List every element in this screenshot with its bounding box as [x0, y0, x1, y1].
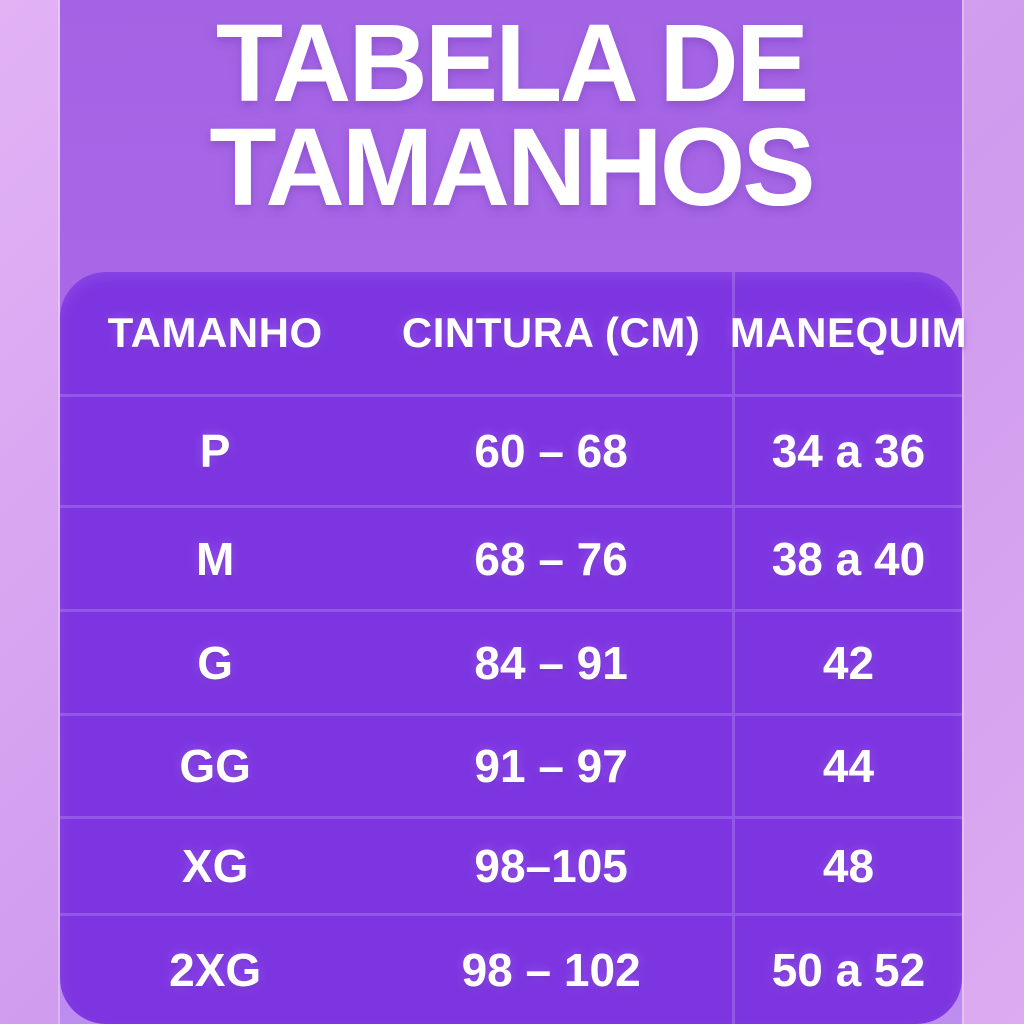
table-row	[60, 716, 962, 819]
mannequin-value: 44	[732, 716, 962, 816]
waist-value: 98 – 102	[461, 944, 641, 996]
page-title-line-1: TABELA DE	[215, 2, 807, 125]
waist-value: 84 – 91	[474, 636, 628, 689]
page-title-line-2: TAMANHOS	[209, 106, 813, 229]
column-header-waist: CINTURA (CM)	[401, 309, 701, 356]
mannequin-value: 38 a 40	[732, 508, 962, 609]
mannequin-value: 48	[732, 819, 962, 913]
size-value: 2XG	[169, 944, 262, 996]
table-row	[60, 916, 962, 1024]
table-row	[60, 819, 962, 916]
waist-value: 91 – 97	[474, 740, 628, 792]
size-value: P	[199, 425, 231, 477]
column-header-size: TAMANHO	[107, 309, 323, 356]
waist-value: 60 – 68	[474, 425, 628, 477]
table-header-row	[60, 272, 968, 397]
table-row	[60, 397, 962, 508]
mannequin-value: 34 a 36	[732, 397, 962, 505]
size-value: XG	[181, 840, 249, 892]
waist-value: 98–105	[474, 840, 628, 892]
center-purple-band	[60, 0, 968, 1024]
table-row	[60, 508, 962, 612]
waist-value: 68 – 76	[474, 532, 628, 585]
table-row	[60, 612, 962, 716]
column-header-mannequin: MANEQUIM	[732, 272, 962, 394]
size-value: M	[195, 532, 235, 585]
mannequin-value: 42	[732, 612, 962, 713]
size-chart-table	[60, 272, 968, 1024]
size-value: GG	[179, 740, 251, 792]
page-title	[60, 2, 962, 229]
mannequin-value: 50 a 52	[732, 916, 962, 1024]
size-value: G	[197, 636, 234, 689]
